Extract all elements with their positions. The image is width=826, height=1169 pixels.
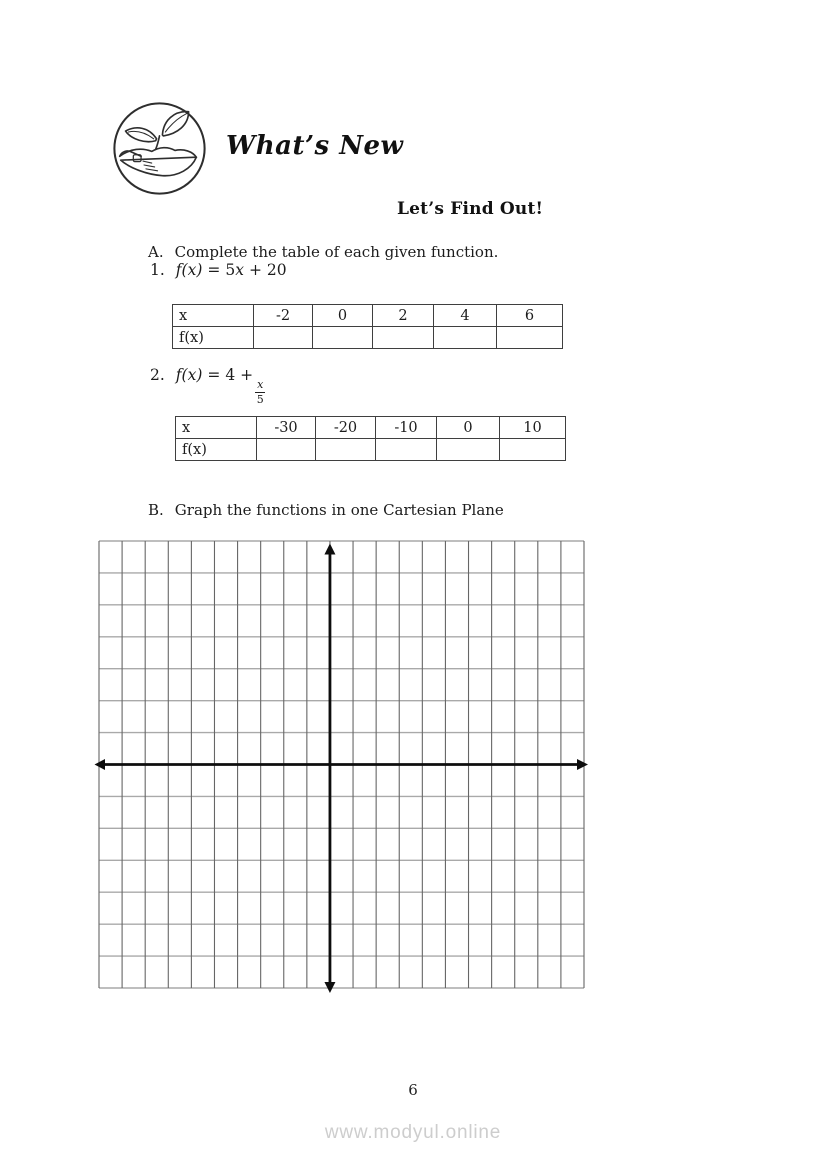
- fraction-numerator: x: [257, 378, 264, 391]
- problem-1-number: 1.: [150, 261, 165, 279]
- table-row: [173, 327, 563, 349]
- x-value-cell: 10: [500, 417, 566, 439]
- x-value-cell: 4: [434, 305, 497, 327]
- x-value-cell: 0: [437, 417, 500, 439]
- x-value-cell: -20: [316, 417, 376, 439]
- fx-row-label: f(x): [176, 439, 257, 461]
- table-row: [173, 305, 563, 327]
- table-row: [176, 439, 566, 461]
- part-b-instruction: [148, 501, 504, 519]
- part-b-text: Graph the functions in one Cartesian Plane: [174, 501, 504, 519]
- lets-find-out-heading: Let’s Find Out!: [397, 199, 544, 219]
- whats-new-logo: [111, 100, 208, 197]
- fx-row-label: f(x): [173, 327, 254, 349]
- equation-tail: + 20: [249, 261, 287, 279]
- answer-cell-empty: [376, 439, 437, 461]
- function-table-1: [172, 304, 563, 349]
- x-row-label: x: [173, 305, 254, 327]
- function-notation: f(x): [175, 366, 203, 384]
- equation-lead: 4 +: [225, 366, 254, 384]
- equals-sign: =: [207, 261, 221, 279]
- x-value-cell: 6: [497, 305, 563, 327]
- fraction: [255, 379, 265, 405]
- answer-cell-empty: [313, 327, 373, 349]
- function-table-2: [175, 416, 566, 461]
- fraction-denominator: 5: [256, 392, 264, 406]
- answer-cell-empty: [434, 327, 497, 349]
- part-b-label: B.: [148, 501, 164, 519]
- cartesian-plane: [91, 537, 603, 1001]
- x-value-cell: -2: [254, 305, 313, 327]
- part-a-label: A.: [148, 243, 164, 261]
- answer-cell-empty: [437, 439, 500, 461]
- part-a-text: Complete the table of each given function.: [174, 243, 499, 261]
- problem-2-number: 2.: [150, 366, 165, 384]
- whats-new-heading: What’s New: [226, 131, 404, 161]
- answer-cell-empty: [254, 327, 313, 349]
- table-row: [176, 417, 566, 439]
- hand-holding-seedling-icon: [111, 100, 208, 197]
- answer-cell-empty: [257, 439, 316, 461]
- function-notation: f(x): [175, 261, 203, 279]
- coefficient: 5: [225, 261, 236, 279]
- watermark-text: www.modyul.online: [324, 1122, 502, 1143]
- page-number: 6: [408, 1081, 418, 1099]
- problem-1-equation: [150, 261, 292, 279]
- variable-x: x: [235, 261, 244, 279]
- answer-cell-empty: [373, 327, 434, 349]
- answer-cell-empty: [316, 439, 376, 461]
- equals-sign: =: [207, 366, 221, 384]
- x-value-cell: -10: [376, 417, 437, 439]
- x-value-cell: 0: [313, 305, 373, 327]
- x-value-cell: -30: [257, 417, 316, 439]
- x-value-cell: 2: [373, 305, 434, 327]
- answer-cell-empty: [500, 439, 566, 461]
- answer-cell-empty: [497, 327, 563, 349]
- x-row-label: x: [176, 417, 257, 439]
- cartesian-plane-grid: [91, 537, 603, 1001]
- part-a-instruction: [148, 243, 498, 261]
- problem-2-equation: [150, 366, 265, 405]
